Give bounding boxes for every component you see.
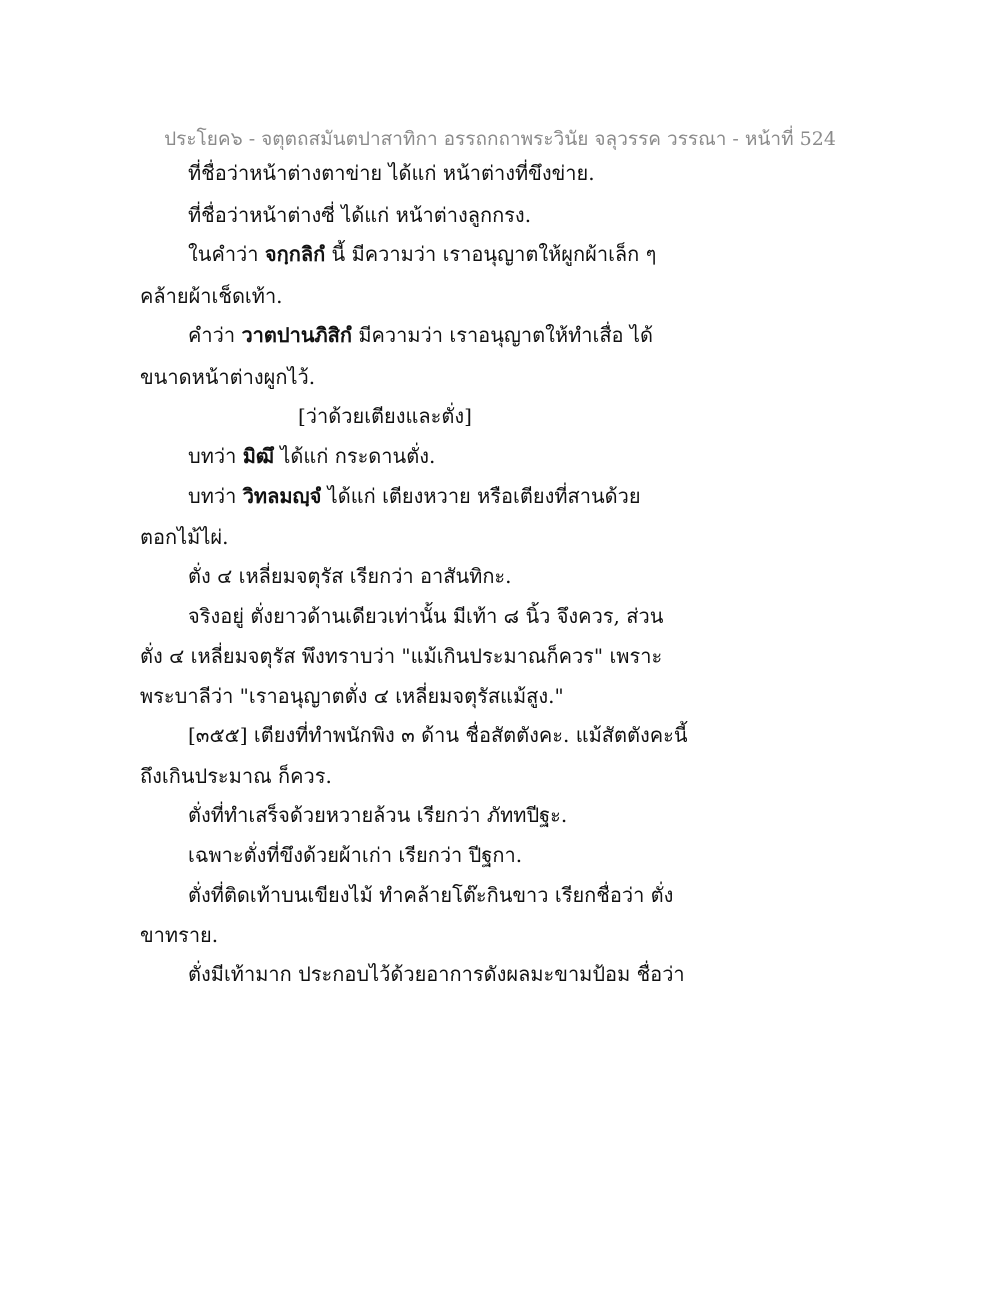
text-line-21: ตั่งมีเท้ามาก ประกอบไว้ด้วยอาการดังผลมะขามป้อม ชื่อว่า	[188, 962, 685, 986]
line-prefix: บทว่า	[188, 444, 243, 468]
line-prefix: คำว่า	[188, 323, 242, 347]
text-line-20: ขาทราย.	[140, 923, 219, 947]
text-line-3	[188, 241, 656, 267]
text-line-13: ตั่ง ๔ เหลี่ยมจตุรัส พึงทราบว่า "แม้เกินประมาณก็ควร" เพราะ	[140, 644, 663, 668]
line-prefix: ในคำว่า	[188, 242, 265, 266]
text-line-5	[188, 322, 653, 348]
page-header: ประโยค๖ - จตุตถสมันตปาสาทิกา อรรถกถาพระวินัย จลุวรรค วรรณา - หน้าที่ 524	[164, 128, 836, 150]
text-line-10: ตอกไม้ไผ่.	[140, 525, 229, 549]
line-suffix: ได้แก่ กระดานตั่ง.	[273, 444, 436, 468]
section-heading: [ว่าด้วยเตียงและตั่ง]	[298, 404, 472, 428]
text-line-17: ตั่งที่ทำเสร็จด้วยหวายล้วน เรียกว่า ภัททปีฐะ.	[188, 803, 568, 827]
text-line-16: ถึงเกินประมาณ ก็ควร.	[140, 764, 332, 788]
line-suffix: มีความว่า เราอนุญาตให้ทำเสื่อ ได้	[351, 323, 653, 347]
text-line-14: พระบาลีว่า "เราอนุญาตตั่ง ๔ เหลี่ยมจตุรัสแม้สูง."	[140, 684, 564, 708]
text-line-18: เฉพาะตั่งที่ขึงด้วยผ้าเก่า เรียกว่า ปีฐกา.	[188, 843, 523, 867]
pali-term: วาตปานภิสิกํ	[241, 323, 352, 347]
line-prefix: บทว่า	[188, 484, 243, 508]
pali-term: วิทลมญฺจํ	[242, 484, 322, 508]
text-line-1: ที่ชื่อว่าหน้าต่างตาข่าย ได้แก่ หน้าต่างที่ขึงข่าย.	[188, 161, 595, 185]
text-line-15: [๓๕๕] เตียงที่ทำพนักพิง ๓ ด้าน ชื่อสัตตังคะ. แม้สัตตังคะนี้	[188, 723, 688, 747]
text-line-19: ตั่งที่ติดเท้าบนเขียงไม้ ทำคล้ายโต๊ะกินขาว เรียกชื่อว่า ตั่ง	[188, 883, 674, 907]
text-line-11: ตั่ง ๔ เหลี่ยมจตุรัส เรียกว่า อาสันทิกะ.	[188, 564, 512, 588]
text-line-2: ที่ชื่อว่าหน้าต่างซี่ ได้แก่ หน้าต่างลูกกรง.	[188, 203, 532, 227]
line-suffix: ได้แก่ เตียงหวาย หรือเตียงที่สานด้วย	[321, 484, 641, 508]
text-line-4: คล้ายผ้าเช็ดเท้า.	[140, 284, 283, 308]
pali-term: จกฺกลิกํ	[264, 242, 326, 266]
text-line-6: ขนาดหน้าต่างผูกไว้.	[140, 365, 316, 389]
text-line-9	[188, 483, 641, 509]
pali-term: มิฒึ	[242, 444, 274, 468]
text-line-12: จริงอยู่ ตั่งยาวด้านเดียวเท่านั้น มีเท้า ๘ นิ้ว จึงควร, ส่วน	[188, 604, 664, 628]
line-suffix: นี้ มีความว่า เราอนุญาตให้ผูกผ้าเล็ก ๆ	[325, 242, 657, 266]
text-line-8	[188, 443, 435, 469]
